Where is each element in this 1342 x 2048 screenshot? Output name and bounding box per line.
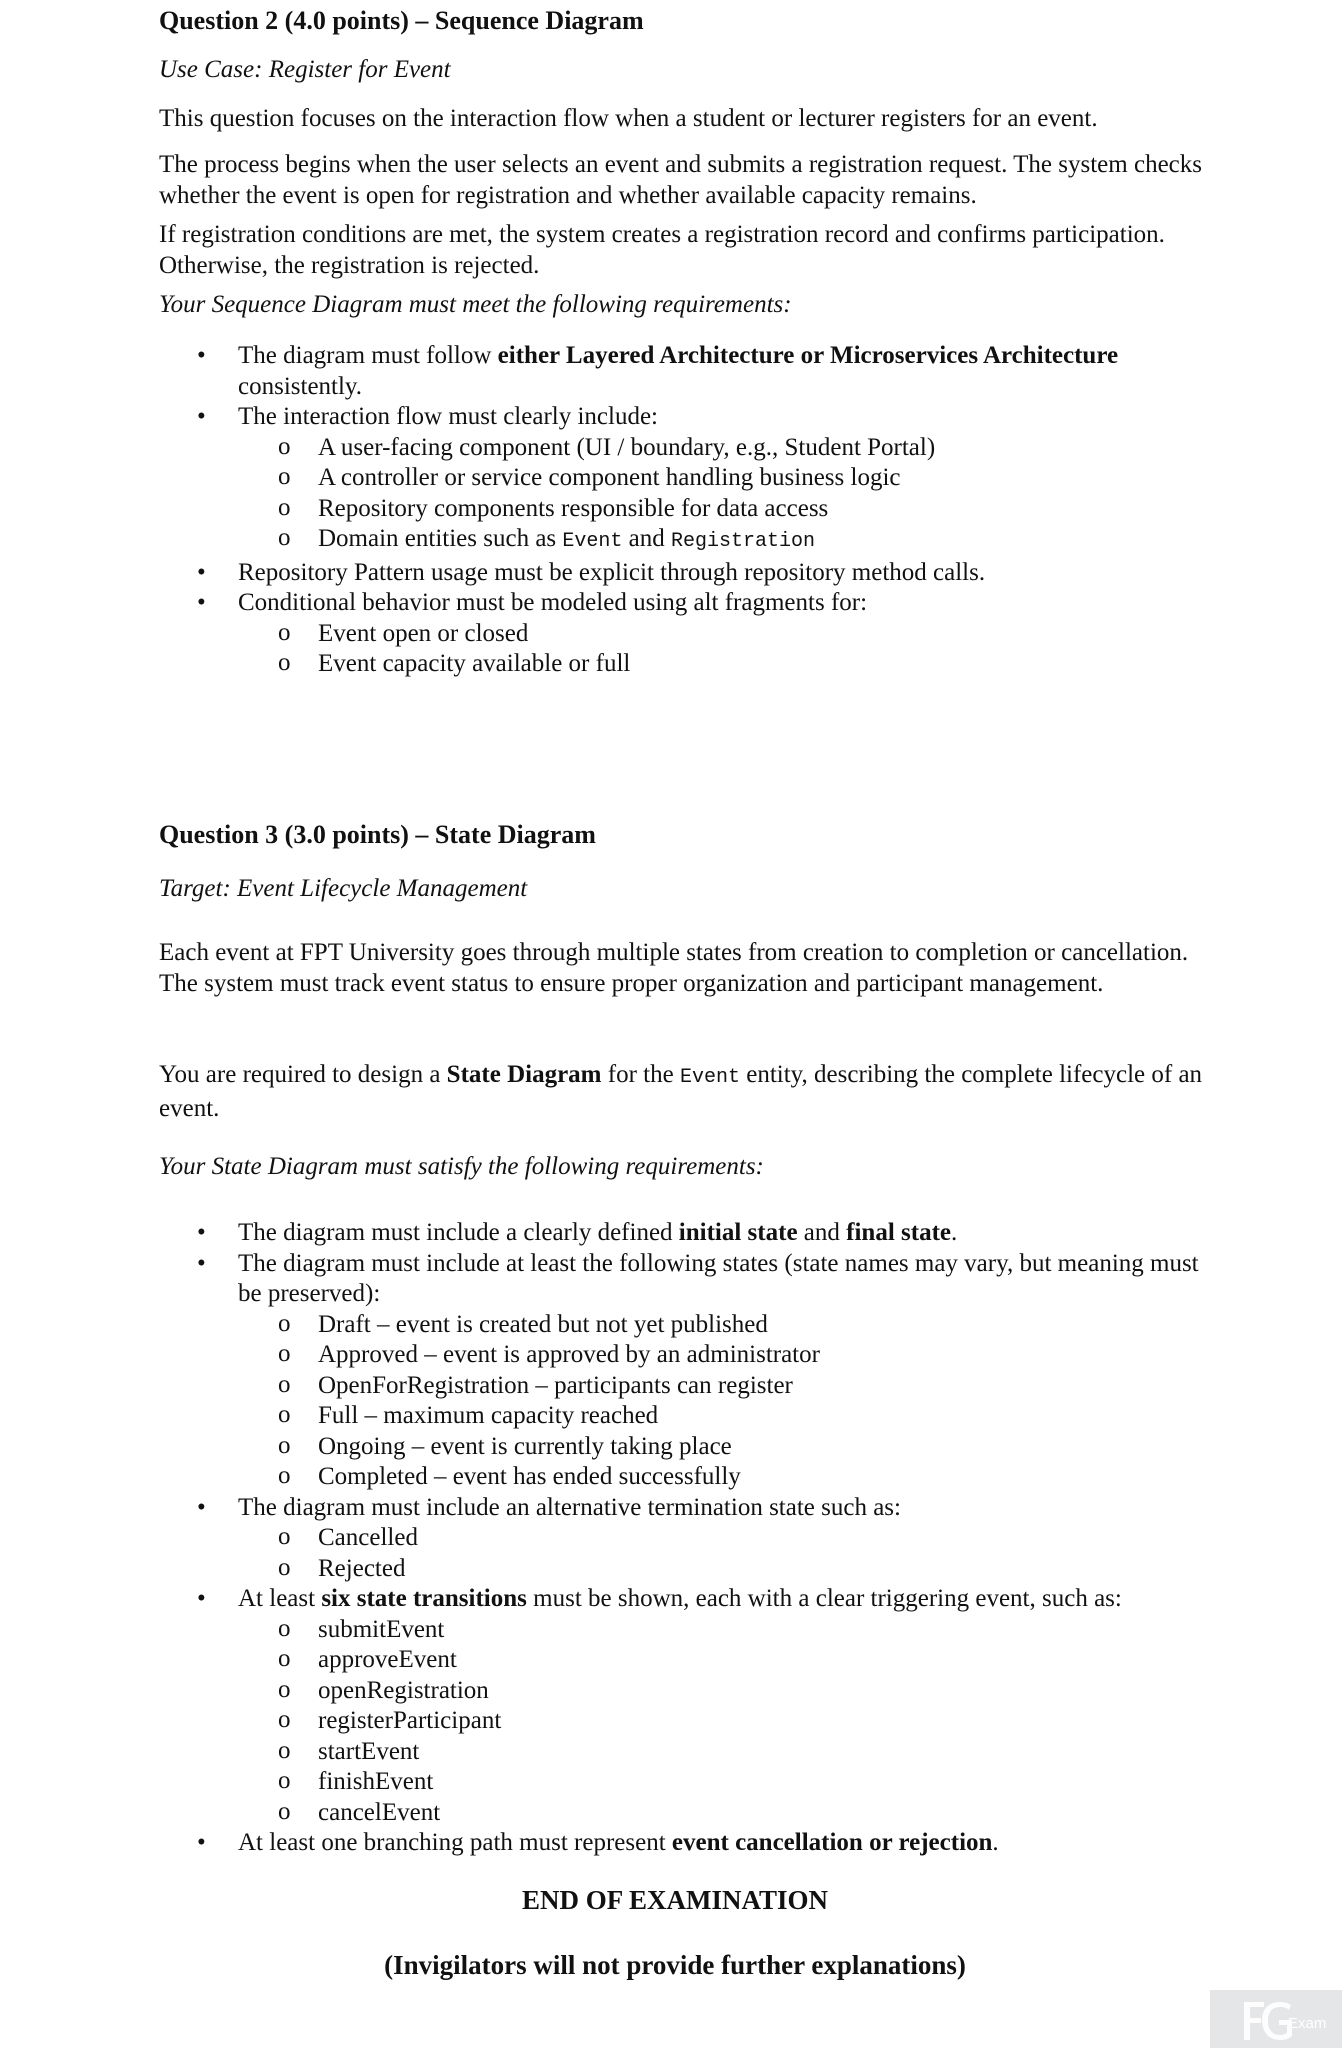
sub-list-item: o Draft – event is created but not yet published (278, 1309, 768, 1338)
sub-list-item: o Full – maximum capacity reached (278, 1401, 659, 1429)
sub-list-item: o startEvent (278, 1736, 420, 1765)
list-item: • The interaction flow must clearly include: o A user-facing component (UI / boundary, e.g., Student Portal) o A controller or service component handling business logic o Repository components responsible for data access o Domain entities such as Event and Registration (159, 402, 1209, 558)
sub-list-item: o finishEvent (278, 1767, 434, 1795)
sub-list-item: o Repository components responsible for data access (278, 493, 829, 522)
sub-list-item: o Cancelled (278, 1523, 418, 1551)
list-item: • Repository Pattern usage must be explicit through repository method calls. (159, 558, 1209, 589)
sub-list-item: o Event open or closed (278, 618, 529, 647)
sub-list-item: o Completed – event has ended successfully (278, 1462, 741, 1490)
q2-requirements-heading: Your Sequence Diagram must meet the following requirements: (159, 291, 792, 318)
sub-list-item: o Rejected (278, 1553, 406, 1582)
sub-list-item: o Domain entities such as Event and Registration (278, 524, 816, 553)
bullet: • (197, 1585, 206, 1612)
invigilators-note: (Invigilators will not provide further explanations) (384, 1950, 966, 1980)
q2-paragraph-1: This question focuses on the interaction flow when a student or lecturer registers for an event. (159, 105, 1098, 132)
q3-requirements-heading: Your State Diagram must satisfy the following requirements: (159, 1153, 764, 1180)
bullet: • (197, 1493, 206, 1521)
logo-icon (1210, 1990, 1342, 2048)
bullet: • (197, 558, 206, 586)
sub-list-item: o cancelEvent (278, 1797, 441, 1826)
code-registration: Registration (671, 530, 816, 553)
list-item: • The diagram must include an alternative termination state such as: o Cancelled o Rejected (159, 1493, 1209, 1585)
code-event: Event (679, 1066, 740, 1089)
sub-list-item: o registerParticipant (278, 1706, 502, 1734)
sub-list-item: o A controller or service component handling business logic (278, 463, 901, 491)
sub-list-item: o A user-facing component (UI / boundary, e.g., Student Portal) (278, 432, 936, 461)
bullet: • (197, 1829, 206, 1856)
list-item: • At least six state transitions must be shown, each with a clear triggering event, such as: o submitEvent o approveEvent o openRegistration o registerParticipant o startEvent o finishEvent o cancelEvent (159, 1584, 1209, 1828)
use-case-label: Use Case: Register for Event (159, 56, 451, 83)
sub-list-item: o Event capacity available or full (278, 649, 631, 677)
q2-paragraph-3: If registration conditions are met, the system creates a registration record and confirms participation. Otherwise, the registration is rejected. (159, 221, 1165, 279)
list-item: • The diagram must include at least the following states (state names may vary, but meaning must be preserved): o Draft – event is created but not yet published o Approved – event is approved by an administrator o OpenForRegistration – participants can register o Full – maximum capacity reached o Ongoing – event is currently taking place o Completed – event has ended successfully (159, 1249, 1209, 1493)
question-2-title: Question 2 (4.0 points) – Sequence Diagram (159, 6, 644, 35)
exam-logo-watermark (1210, 1990, 1342, 2048)
code-event: Event (562, 530, 623, 553)
q2-requirements-list (159, 341, 1209, 680)
list-item: • The diagram must include a clearly defined initial state and final state. (159, 1218, 1209, 1249)
logo-text: Exam (1288, 2015, 1327, 2032)
end-of-examination: END OF EXAMINATION (521, 1885, 828, 1915)
q3-requirements-list (159, 1218, 1209, 1859)
sub-list-item: o approveEvent (278, 1645, 457, 1673)
q3-paragraph-2: You are required to design a State Diagram for the Event entity, describing the complete lifecycle of an event. (159, 1061, 1203, 1122)
bullet: • (197, 403, 206, 430)
bullet: • (197, 342, 206, 369)
sub-list-item: o OpenForRegistration – participants can register (278, 1370, 793, 1399)
sub-list-item: o openRegistration (278, 1675, 489, 1704)
list-item: • Conditional behavior must be modeled using alt fragments for: o Event open or closed o Event capacity available or full (159, 588, 1209, 680)
sub-list-item: o Approved – event is approved by an administrator (278, 1340, 820, 1368)
target-label: Target: Event Lifecycle Management (159, 875, 528, 902)
q2-paragraph-2: The process begins when the user selects an event and submits a registration request. The system checks whether the event is open for registration and whether available capacity remains. (159, 151, 1202, 209)
bullet: • (197, 1219, 206, 1246)
question-3-title: Question 3 (3.0 points) – State Diagram (159, 820, 596, 849)
list-item: • The diagram must follow either Layered Architecture or Microservices Architecture consistently. (197, 342, 1119, 400)
sub-list-item: o Ongoing – event is currently taking place (278, 1431, 732, 1460)
bullet: • (197, 1249, 206, 1277)
q3-paragraph-1: Each event at FPT University goes through multiple states from creation to completion or cancellation. The system must track event status to ensure proper organization and participant management. (159, 939, 1189, 997)
bullet: • (197, 589, 206, 616)
sub-list-item: o submitEvent (278, 1614, 445, 1643)
list-item: • At least one branching path must represent event cancellation or rejection. (159, 1828, 1209, 1859)
